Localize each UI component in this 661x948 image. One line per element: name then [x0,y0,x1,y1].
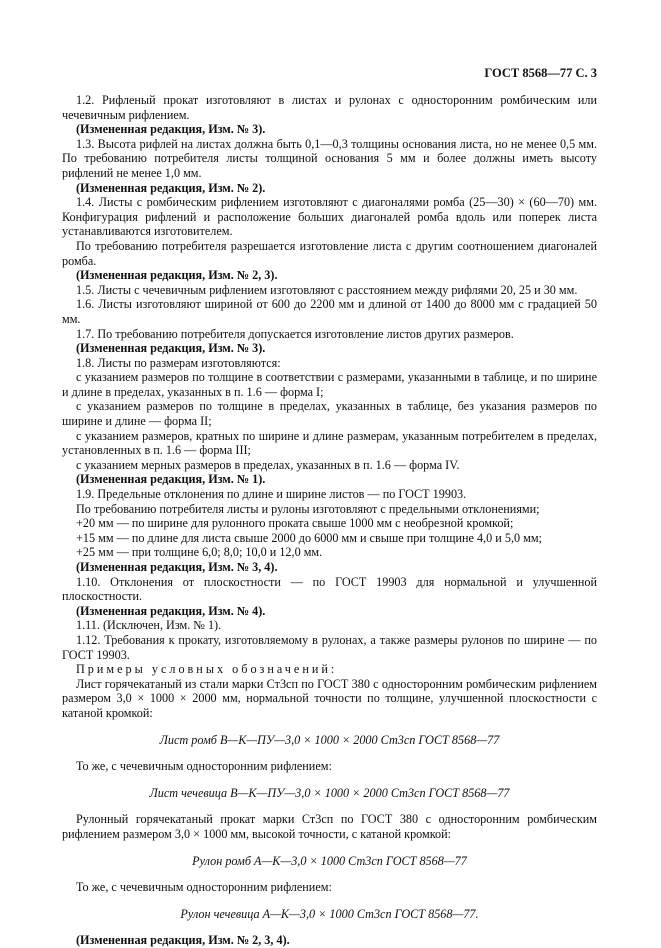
paragraph: 1.11. (Исключен, Изм. № 1). [76,618,222,633]
paragraph: 1.2. Рифленый прокат изготовляют в листах и рулонах с односторонним ромбическим или чечевичным рифлением. [62,93,597,122]
amendment-note: (Измененная редакция, Изм. № 3, 4). [76,560,278,574]
amendment-note: (Измененная редакция, Изм. № 2). [76,180,266,195]
paragraph: 1.3. Высота рифлей на листах должна быть 0,1—0,3 толщины основания листа, но не менее 0,5 мм. По требованию потребителя листы толщиной основания 5 мм и более должны иметь высоту рифлений не менее 1,0 мм. [62,136,597,180]
paragraph: То же, с чечевичным односторонним рифлением: [76,880,332,895]
paragraph: с указанием размеров по толщине в соответствии с размерами, указанными в таблице, и по ширине и длине в пределах, указанных в п. 1.6 — форма I; [62,370,597,399]
amendment-note: (Измененная редакция, Изм. № 3). [76,341,266,356]
paragraph: +20 мм — по ширине для рулонного проката свыше 1000 мм с необрезной кромкой; [76,516,514,531]
paragraph: +25 мм — при толщине 6,0; 8,0; 10,0 и 12,0 мм. [76,545,323,560]
designation-example: Рулон ромб А—К—3,0 × 1000 Ст3сп ГОСТ 8568—77 [192,853,467,868]
section-heading: Примеры условных обозначений: [76,662,338,677]
paragraph: 1.10. Отклонения от плоскостности — по ГОСТ 19903 для нормальной и улучшенной плоскостности. [62,574,597,604]
paragraph: То же, с чечевичным односторонним рифлением: [76,759,332,774]
paragraph: 1.4. Листы с ромбическим рифлением изготовляют с диагоналями ромба (25—30) × (60—70) мм. Конфигурация рифлений и расположение больших диагоналей ромба вдоль или поперек листа устанавливаются изготовителем. [62,195,597,239]
paragraph: с указанием мерных размеров в пределах, указанных в п. 1.6 — форма IV. [76,457,460,472]
designation-example: Лист чечевица В—К—ПУ—3,0 × 1000 × 2000 Ст3сп ГОСТ 8568—77 [149,785,510,800]
paragraph: с указанием размеров, кратных по ширине и длине размерам, указанным потребителем в пределах, установленных в п. 1.6 — форма III; [62,428,597,458]
paragraph: По требованию потребителя листы и рулоны изготовляют с предельными отклонениями; [76,501,540,516]
amendment-note: (Измененная редакция, Изм. № 4). [76,603,266,618]
paragraph: 1.8. Листы по размерам изготовляются: [76,355,281,370]
amendment-note: (Измененная редакция, Изм. № 1). [76,472,266,487]
paragraph: +15 мм — по длине для листа свыше 2000 до 6000 мм и свыше при толщине 4,0 и 5,0 мм; [76,530,542,545]
amendment-note: (Измененная редакция, Изм. № 3). [76,122,266,137]
paragraph: Лист горячекатаный из стали марки Ст3сп по ГОСТ 380 с односторонним ромбическим рифлением размером 3,0 × 1000 × 2000 мм, нормальной точности по толщине, улучшенной плоскостности с катаной кромкой: [62,676,597,720]
paragraph: с указанием размеров по толщине в пределах, указанных в таблице, без указания размеров по ширине и длине — форма II; [62,399,597,429]
paragraph: 1.6. Листы изготовляют шириной от 600 до 2200 мм и длиной от 1400 до 8000 мм с градацией 50 мм. [62,297,597,326]
paragraph: Рулонный горячекатаный прокат марки Ст3сп по ГОСТ 380 с односторонним ромбическим рифлением размером 3,0 × 1000 мм, высокой точности, с катаной кромкой: [62,812,597,841]
designation-example: Лист ромб В—К—ПУ—3,0 × 1000 × 2000 Ст3сп ГОСТ 8568—77 [159,732,500,747]
designation-example: Рулон чечевица А—К—3,0 × 1000 Ст3сп ГОСТ 8568—77. [180,906,479,921]
paragraph: 1.9. Предельные отклонения по длине и ширине листов — по ГОСТ 19903. [76,487,467,502]
amendment-note: (Измененная редакция, Изм. № 2, 3, 4). [76,933,290,948]
page-header: ГОСТ 8568—77 С. 3 [484,66,597,80]
paragraph: 1.5. Листы с чечевичным рифлением изготовляют с расстоянием между рифлями 20, 25 и 30 мм. [76,282,578,297]
paragraph: 1.7. По требованию потребителя допускается изготовление листов других размеров. [76,326,514,341]
paragraph: По требованию потребителя разрешается изготовление листа с другим соотношением диагоналей ромба. [62,238,597,268]
document-body [62,93,597,948]
amendment-note: (Измененная редакция, Изм. № 2, 3). [76,268,278,283]
paragraph: 1.12. Требования к прокату, изготовляемому в рулонах, а также размеры рулонов по ширине — по ГОСТ 19903. [62,632,597,662]
